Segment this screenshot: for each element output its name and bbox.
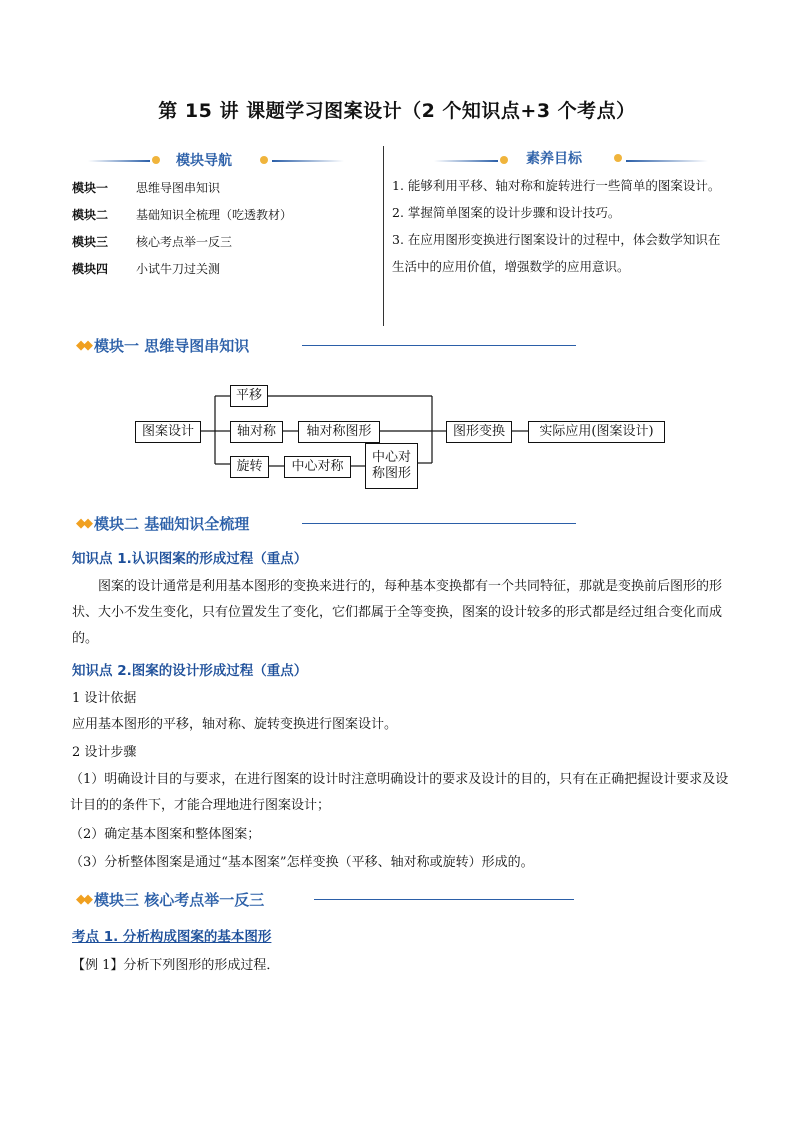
nav-heading-line-left <box>88 160 150 162</box>
section-1-rule <box>302 345 576 346</box>
nav-heading: 模块导航 <box>176 153 232 169</box>
page-title: 第 15 讲 课题学习图案设计（2 个知识点+3 个考点） <box>158 100 636 122</box>
goal-item-1: 1. 能够利用平移、轴对称和旋转进行一些简单的图案设计。 <box>392 178 721 193</box>
design-basis-title: 1 设计依据 <box>72 691 137 706</box>
goals-heading-line-left <box>434 160 498 162</box>
knowledge-point-2-heading: 知识点 2.图案的设计形成过程（重点） <box>72 663 308 679</box>
exam-point-1-heading: 考点 1. 分析构成图案的基本图形 <box>72 929 272 945</box>
nav-item-3: 模块三 核心考点举一反三 <box>72 235 233 249</box>
mindmap-node-axis-figure: 轴对称图形 <box>298 421 380 443</box>
mindmap-node-axis: 轴对称 <box>230 421 283 443</box>
nav-item-4: 模块四 小试牛刀过关测 <box>72 262 221 276</box>
nav-heading-line-right <box>272 160 344 162</box>
mindmap-node-center-symmetry: 中心对称 <box>284 456 351 478</box>
section-3-heading: ◆◆ 模块三 核心考点举一反三 <box>76 891 265 909</box>
design-basis-text: 应用基本图形的平移，轴对称、旋转变换进行图案设计。 <box>72 717 398 732</box>
knowledge-point-1-text: 图案的设计通常是利用基本图形的变换来进行的，每种基本变换都有一个共同特征，那就是变换前后图形的形状、大小不发生变化，只有位置发生了变化，它们都属于全等变换，图案的设计较多的形式都是经过组合变化而成的。 <box>72 579 723 646</box>
diamond-icon: ◆◆ <box>76 338 90 353</box>
section-2-rule <box>302 523 576 524</box>
goals-list <box>392 172 732 280</box>
goals-heading-line-right <box>626 160 708 162</box>
goals-heading-dot-left <box>500 156 508 164</box>
mindmap-node-root: 图案设计 <box>135 421 201 443</box>
example-1-text: 【例 1】分析下列图形的形成过程． <box>72 958 280 973</box>
diamond-icon: ◆◆ <box>76 516 90 531</box>
mindmap-node-transform: 图形变换 <box>446 421 512 443</box>
section-1-heading: ◆◆ 模块一 思维导图串知识 <box>76 337 250 355</box>
goal-item-2: 2. 掌握简单图案的设计步骤和设计技巧。 <box>392 205 621 220</box>
design-step-1: （1）明确设计目的与要求，在进行图案的设计时注意明确设计的要求及设计的目的，只有在正确把握设计要求及设计目的的条件下，才能合理地进行图案设计； <box>70 772 729 813</box>
design-steps-title: 2 设计步骤 <box>72 745 137 760</box>
nav-heading-dot-left <box>152 156 160 164</box>
section-3-rule <box>314 899 574 900</box>
column-divider <box>383 146 384 326</box>
design-step-3: （3）分析整体图案是通过“基本图案”怎样变换（平移、轴对称或旋转）形成的。 <box>70 855 534 870</box>
nav-heading-dot-right <box>260 156 268 164</box>
goal-item-3: 3. 在应用图形变换进行图案设计的过程中，体会数学知识在生活中的应用价值，增强数学的应用意识。 <box>392 232 721 274</box>
goals-heading: 素养目标 <box>526 151 582 167</box>
design-step-2: （2）确定基本图案和整体图案； <box>70 827 261 842</box>
mindmap-node-translate: 平移 <box>230 385 268 407</box>
mindmap-node-application: 实际应用(图案设计) <box>528 421 665 443</box>
knowledge-point-1-heading: 知识点 1.认识图案的形成过程（重点） <box>72 551 308 567</box>
nav-item-2: 模块二 基础知识全梳理（吃透教材） <box>72 208 293 222</box>
mindmap-node-rotate: 旋转 <box>230 456 269 478</box>
mindmap-node-center-figure: 中心对称图形 <box>365 443 418 489</box>
goals-heading-dot-right <box>614 154 622 162</box>
section-2-heading: ◆◆ 模块二 基础知识全梳理 <box>76 515 250 533</box>
diamond-icon: ◆◆ <box>76 892 90 907</box>
nav-item-1: 模块一 思维导图串知识 <box>72 181 221 195</box>
